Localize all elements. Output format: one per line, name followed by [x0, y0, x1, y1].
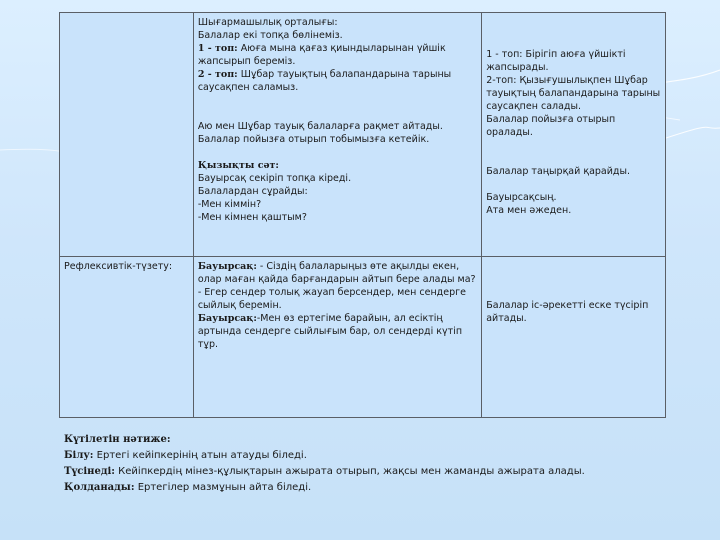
know-line: Білу: Ертегі кейіпкерінің атын атауды біледі. [64, 450, 307, 461]
row1-stage-cell [60, 13, 194, 257]
group1-task: 1 - топ: Аюға мына қағаз қиындыларынан үйшік жапсырып береміз. [197, 43, 446, 67]
children-amazed: Балалар таңырқай қарайды. [486, 166, 631, 177]
expected-result-title: Күтілетін нәтиже: [64, 434, 171, 445]
table-row [60, 257, 666, 418]
reflection-label-cell: Рефлексивтік-түзету: [60, 257, 194, 418]
apply-line: Қолданады: Ертегілер мазмұнын айта біледі. [64, 482, 312, 493]
children-answer: Бауырсақсың. Ата мен әжеден. [486, 192, 572, 216]
bauyrsak-speech-2: Бауырсақ:-Мен өз ертегіме барайын, ал есіктің артында сендерге сыйлығым бар, ол сендерді күтіп тұр. [197, 313, 463, 350]
bauyrsak-speech-1: Бауырсақ: - Сіздің балаларыңыз өте ақылды екен, олар маған қайда барғандарын айтып бере алады ма? - Егер сендер толық жауап берсендер, мен сендерге сыйлық беремін. [197, 261, 476, 311]
thanks-text: Аю мен Шұбар тауық балаларға рақмет айтады. Балалар пойызға отырып тобымызға кетейік. [197, 121, 443, 145]
row1-teacher-cell [193, 13, 481, 257]
expected-result [64, 432, 585, 496]
reflection-teacher-cell [193, 257, 481, 418]
creative-center-text: Шығармашылық орталығы: Балалар екі топқа бөлінеміз. [197, 17, 343, 41]
understand-line: Түсінеді: Кейіпкердің мінез-құлықтарын ажырата отырып, жақсы мен жаманды ажырата алады. [64, 466, 585, 477]
reflection-children-cell: Балалар іс-әрекетті еске түсіріп айтады. [482, 257, 666, 418]
interesting-moment-title: Қызықты сәт: [197, 160, 279, 171]
table-row [60, 13, 666, 257]
bauyrsak-questions: Бауырсақ секіріп топқа кіреді. Балалардан сұрайды: -Мен кіммін? -Мен кімнен қаштым? [197, 173, 352, 223]
group2-task: 2 - топ: Шұбар тауықтың балапандарына тарыны саусақпен саламыз. [197, 69, 452, 93]
row1-children-cell [482, 13, 666, 257]
children-groups-response: 1 - топ: Бірігіп аюға үйшікті жапсырады. 2-топ: Қызығушылықпен Шұбар тауықтың балапандарына тарыны саусақпен салады. Балалар пойызға отырып оралады. [486, 49, 661, 138]
lesson-table [59, 12, 666, 418]
